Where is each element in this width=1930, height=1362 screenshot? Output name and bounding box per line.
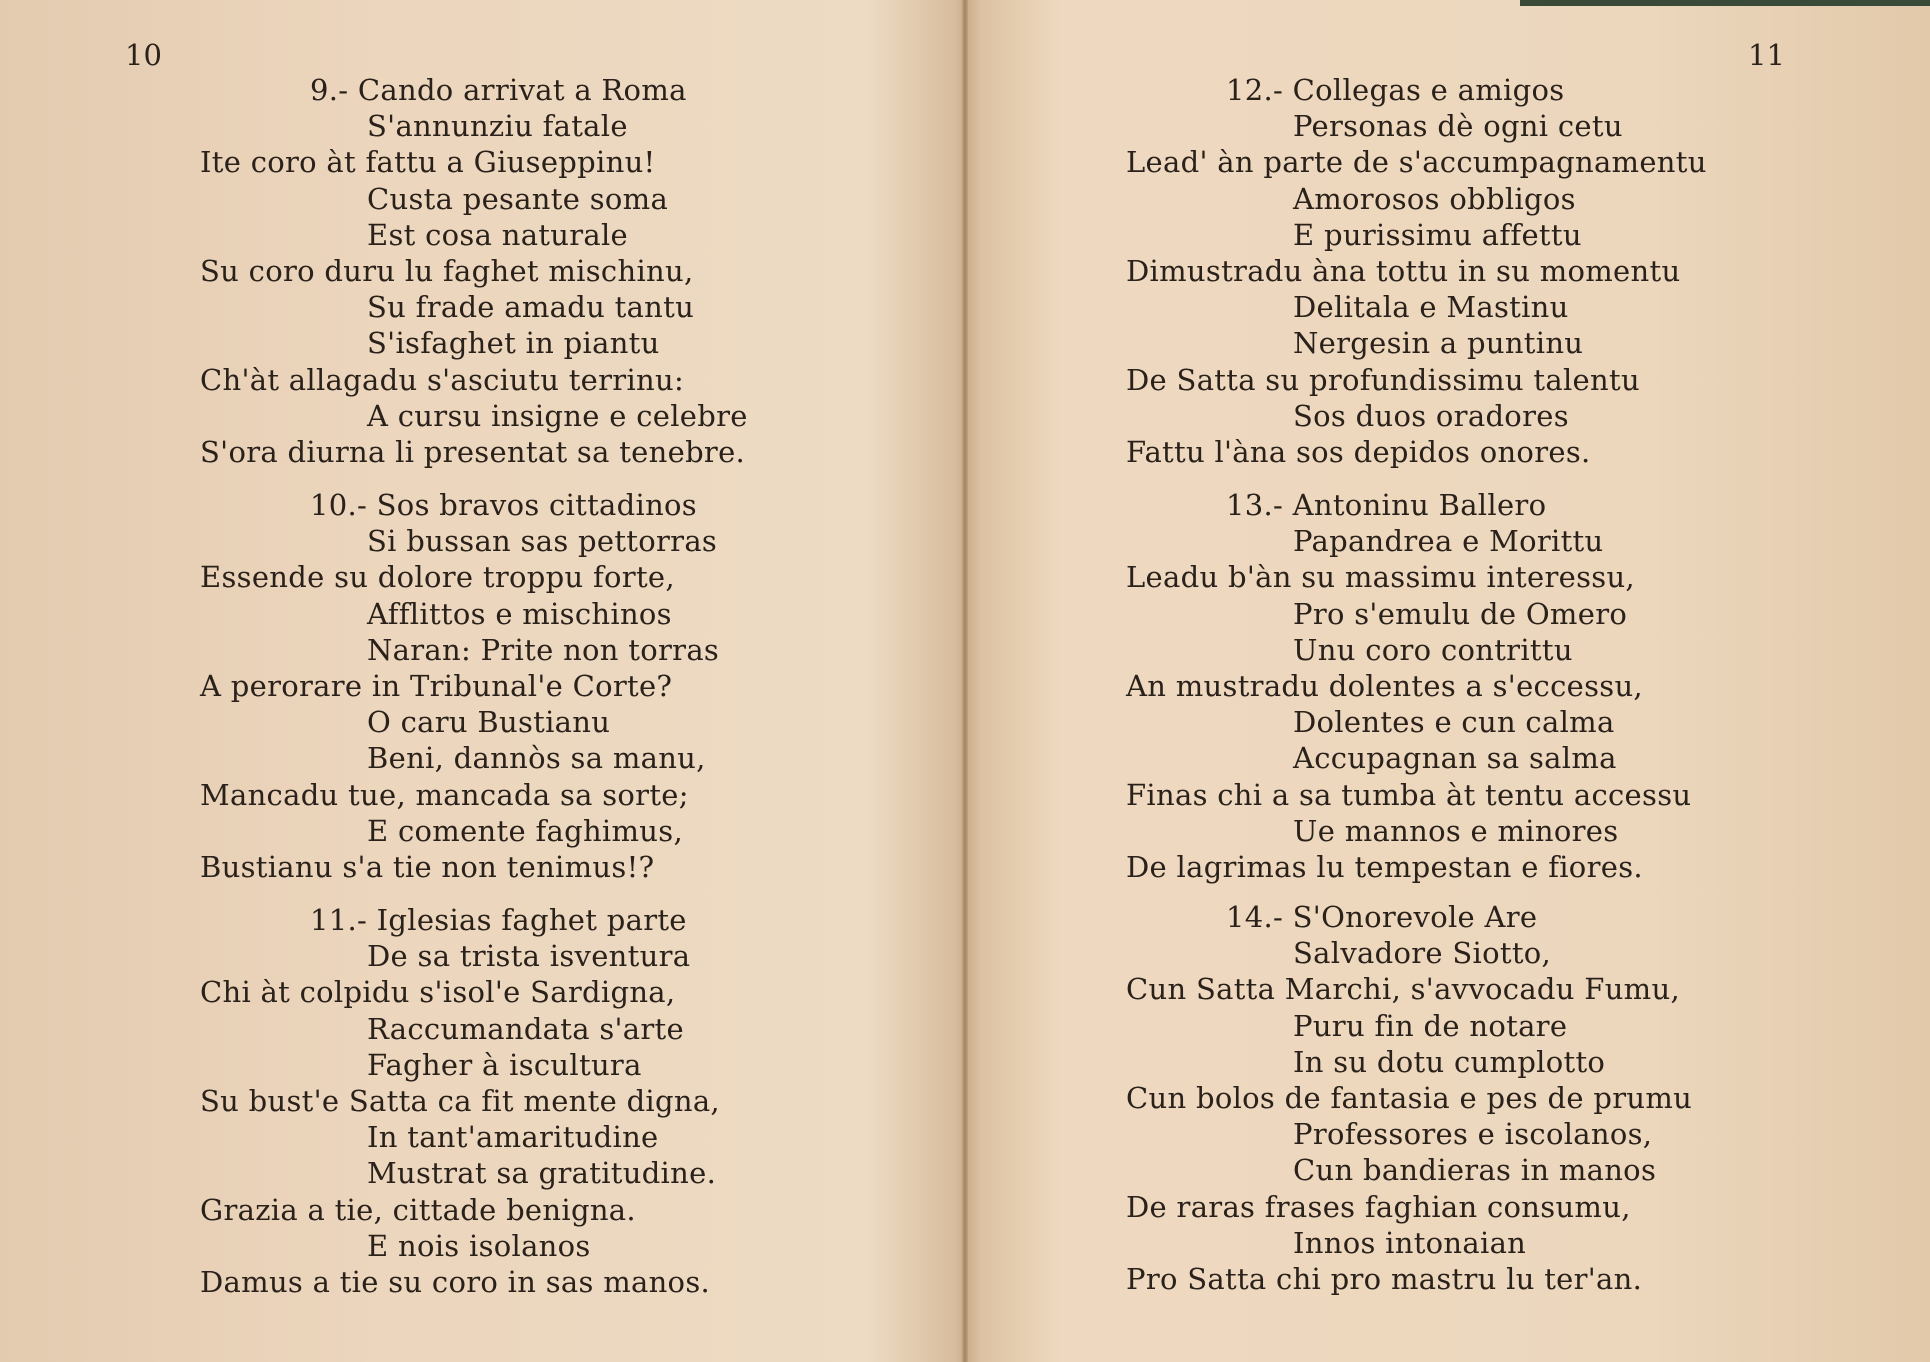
verse-line: Cun bandieras in manos (1293, 1153, 1657, 1188)
verse-line: Cun bolos de fantasia e pes de prumu (1126, 1081, 1693, 1115)
verse-line: Custa pesante soma (367, 181, 669, 216)
verse-line: Delitala e Mastinu (1293, 290, 1569, 325)
verse-line: Pro Satta chi pro mastru lu ter'an. (1126, 1262, 1643, 1296)
verse-line: 13.- Antoninu Ballero (1226, 488, 1547, 522)
verse-line: S'ora diurna li presentat sa tenebre. (200, 435, 746, 469)
verse-line: Innos intonaian (1293, 1225, 1527, 1260)
verse-line: Personas dè ogni cetu (1293, 109, 1623, 144)
verse-line: Su bust'e Satta ca fit mente digna, (200, 1084, 720, 1118)
verse-line: E purissimu affettu (1293, 217, 1582, 252)
verse-line: Cun Satta Marchi, s'avvocadu Fumu, (1126, 972, 1680, 1007)
verse-line: Essende su dolore troppu forte, (200, 560, 675, 595)
verse-line: Pro s'emulu de Omero (1293, 596, 1628, 631)
verse-line: Si bussan sas pettorras (367, 524, 718, 559)
verse-line: Nergesin a puntinu (1293, 326, 1584, 361)
verse-line: Est cosa naturale (367, 217, 629, 252)
verse-line: Chi àt colpidu s'isol'e Sardigna, (200, 975, 676, 1010)
page-number-left: 10 (125, 38, 162, 72)
verse-line: De sa trista isventura (367, 939, 691, 974)
verse-line: Dolentes e cun calma (1293, 705, 1615, 740)
verse-line: De raras frases faghian consumu, (1126, 1189, 1631, 1224)
page-number-right: 11 (1748, 38, 1785, 72)
verse-line: Afflittos e mischinos (367, 596, 672, 631)
verse-line: Naran: Prite non torras (367, 632, 720, 667)
verse-line: De lagrimas lu tempestan e fiores. (1126, 850, 1643, 884)
verse-line: Fagher à iscultura (367, 1047, 642, 1082)
verse-line: O caru Bustianu (367, 705, 611, 740)
verse-line: Lead' àn parte de s'accumpagnamentu (1126, 145, 1707, 180)
verse-line: Ite coro àt fattu a Giuseppinu! (200, 145, 656, 180)
verse-line: Mancadu tue, mancada sa sorte; (200, 777, 689, 812)
verse-line: Salvadore Siotto, (1293, 936, 1552, 971)
verse-line: Su coro duru lu faghet mischinu, (200, 254, 694, 288)
verse-line: 12.- Collegas e amigos (1226, 73, 1565, 107)
verse-line: Raccumandata s'arte (367, 1011, 684, 1046)
verse-line: E comente faghimus, (367, 813, 683, 848)
verse-line: Amorosos obbligos (1293, 181, 1576, 216)
verse-line: In tant'amaritudine (367, 1120, 659, 1155)
verse-line: In su dotu cumplotto (1293, 1044, 1606, 1079)
verse-line: De Satta su profundissimu talentu (1126, 362, 1640, 397)
verse-line: A cursu insigne e celebre (367, 398, 748, 433)
verse-line: 11.- Iglesias faghet parte (310, 903, 687, 937)
verse-line: Grazia a tie, cittade benigna. (200, 1192, 636, 1227)
verse-line: Su frade amadu tantu (367, 290, 695, 325)
verse-line: Bustianu s'a tie non tenimus!? (200, 850, 655, 884)
verse-line: Beni, dannòs sa manu, (367, 741, 706, 776)
verse-line: Fattu l'àna sos depidos onores. (1126, 435, 1591, 469)
verse-line: 9.- Cando arrivat a Roma (310, 73, 687, 107)
verse-line: S'annunziu fatale (367, 109, 628, 144)
verse-line: Sos duos oradores (1293, 398, 1569, 433)
verse-line: 14.- S'Onorevole Are (1226, 900, 1538, 934)
verse-line: E nois isolanos (367, 1228, 591, 1263)
verse-line: Professores e iscolanos, (1293, 1117, 1653, 1152)
verse-line: Ch'àt allagadu s'asciutu terrinu: (200, 362, 685, 397)
verse-line: Accupagnan sa salma (1293, 741, 1617, 776)
verse-line: Damus a tie su coro in sas manos. (200, 1265, 711, 1299)
verse-line: Finas chi a sa tumba àt tentu accessu (1126, 777, 1692, 812)
verse-line: Unu coro contrittu (1293, 632, 1573, 667)
verse-line: S'isfaghet in piantu (367, 326, 660, 361)
verse-line: Ue mannos e minores (1293, 813, 1619, 848)
verse-line: Mustrat sa gratitudine. (367, 1156, 717, 1191)
verse-line: Dimustradu àna tottu in su momentu (1126, 254, 1681, 288)
verse-line: 10.- Sos bravos cittadinos (310, 488, 697, 522)
verse-line: Puru fin de notare (1293, 1008, 1568, 1043)
verse-line: Papandrea e Morittu (1293, 524, 1604, 559)
verse-line: Leadu b'àn su massimu interessu, (1126, 560, 1635, 595)
verse-line: An mustradu dolentes a s'eccessu, (1126, 669, 1643, 703)
verse-line: A perorare in Tribunal'e Corte? (200, 669, 673, 703)
